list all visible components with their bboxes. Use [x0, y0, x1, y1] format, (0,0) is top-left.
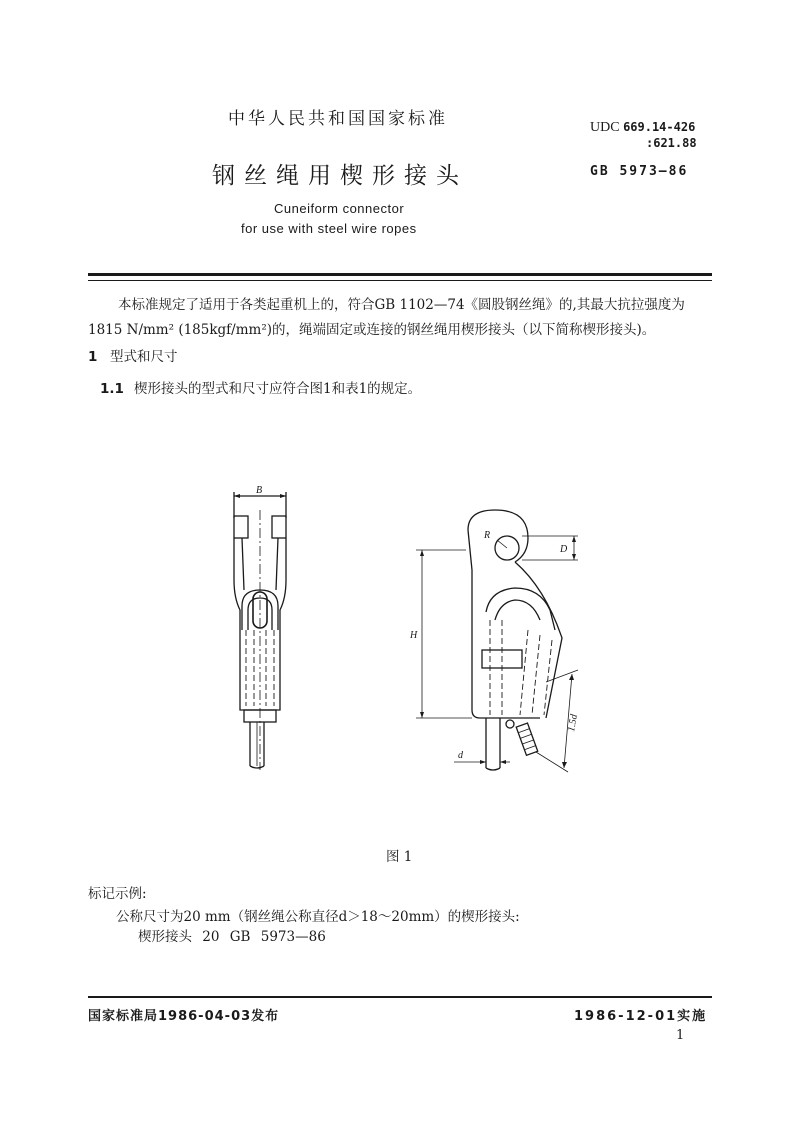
figure-caption: 图 1	[386, 849, 413, 865]
udc-line2: :621.88	[646, 136, 697, 150]
marking-example-line2: 楔形接头 20 GB 5973—86	[138, 929, 326, 945]
udc-line1: 669.14-426	[623, 120, 696, 134]
document-title-cn: 钢丝绳用楔形接头	[212, 163, 468, 189]
dim-label-r: R	[484, 530, 491, 541]
section-1-1-number: 1.1	[100, 381, 124, 397]
section-1-number: 1	[88, 349, 98, 365]
section-1-title: 型式和尺寸	[110, 349, 178, 365]
section-1-heading	[88, 345, 178, 365]
document-title-en-line2: for use with steel wire ropes	[241, 221, 417, 236]
issue-date: 国家标准局1986-04-03发布	[88, 1009, 280, 1024]
effective-date: 1986-12-01实施	[574, 1009, 708, 1024]
front-view	[234, 492, 286, 770]
udc-prefix: UDC	[590, 120, 620, 135]
marking-example-label: 标记示例:	[88, 886, 147, 902]
header-rule-thick	[88, 273, 712, 276]
side-view	[416, 510, 578, 772]
intro-paragraph: 本标准规定了适用于各类起重机上的，符合GB 1102—74《圆股钢丝绳》的,其最大抗拉强度为1815 N/mm² (185kgf/mm²)的，绳端固定或连接的钢丝绳用楔形接头（以下简称楔形接头)。	[88, 297, 685, 338]
header-rule-thin	[88, 280, 712, 281]
dim-label-d-lower: d	[458, 750, 463, 761]
document-title-en-line1: Cuneiform connector	[274, 201, 405, 216]
national-standard-heading: 中华人民共和国国家标准	[228, 109, 448, 129]
page-number: 1	[676, 1028, 685, 1043]
udc-code	[590, 120, 695, 136]
dim-label-1-5d: 1.5d	[566, 713, 580, 733]
marking-example-line1: 公称尺寸为20 mm（钢丝绳公称直径d＞18～20mm）的楔形接头:	[116, 909, 520, 925]
section-1-1	[100, 377, 421, 397]
dim-label-d-upper: D	[560, 544, 568, 555]
footer-rule	[88, 996, 712, 998]
dim-label-h: H	[410, 630, 418, 641]
standard-number: GB 5973—86	[590, 164, 689, 179]
section-1-1-text: 楔形接头的型式和尺寸应符合图1和表1的规定。	[134, 381, 422, 397]
dim-label-b: B	[256, 485, 263, 496]
figure-1-drawing	[210, 470, 590, 790]
